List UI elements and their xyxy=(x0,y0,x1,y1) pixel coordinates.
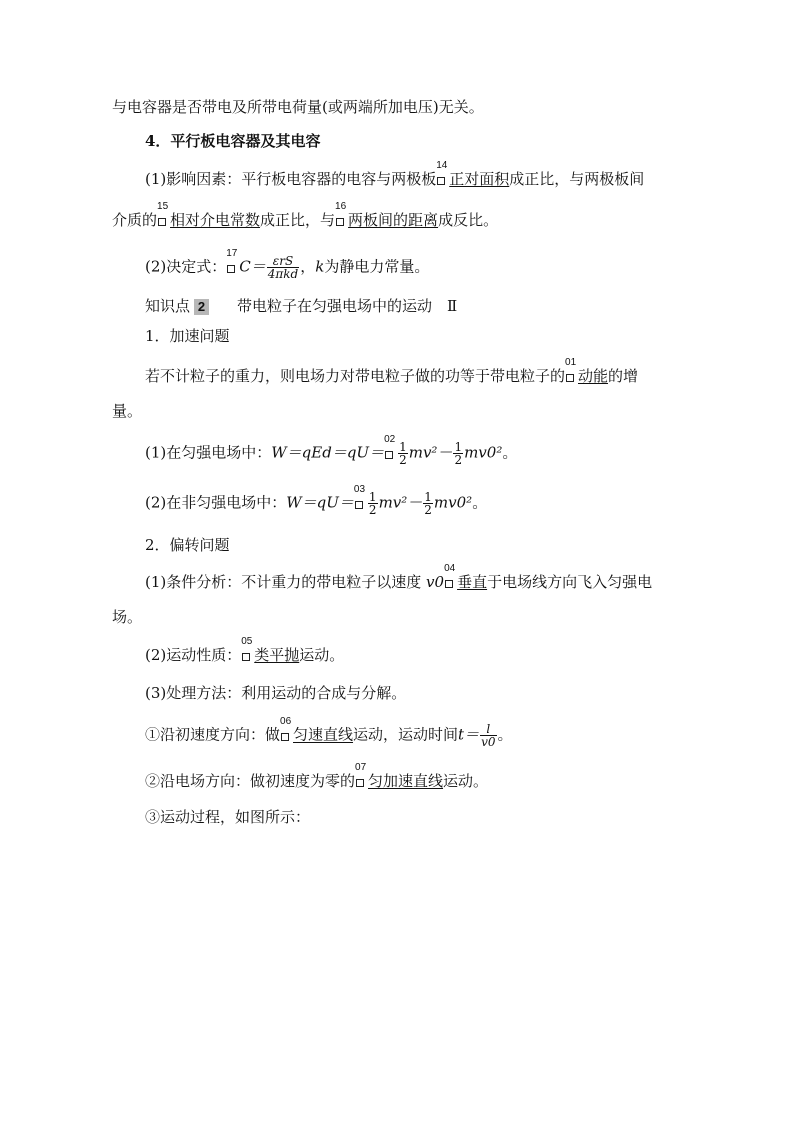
half-fraction xyxy=(368,491,378,516)
half-fraction xyxy=(423,491,433,516)
variable: v0 xyxy=(426,573,445,591)
marker-number: 01 xyxy=(565,357,577,368)
denominator: 4πkd xyxy=(267,267,299,281)
text: (1)在匀强电场中： xyxy=(145,443,272,462)
line-initial-direction xyxy=(145,715,513,749)
denominator: v0 xyxy=(481,735,496,749)
text: 知识点 xyxy=(145,297,191,315)
marker-number: 06 xyxy=(280,715,292,727)
text: 成正比，与两极板间 xyxy=(509,170,645,188)
line-motion-nature xyxy=(145,636,345,665)
marker-number: 15 xyxy=(157,201,169,212)
text: (2)在非匀强电场中： xyxy=(145,493,287,512)
blank-marker-icon xyxy=(444,563,456,588)
text: 成反比。 xyxy=(438,211,499,229)
denominator: 2 xyxy=(454,453,463,467)
line-process xyxy=(145,807,310,827)
marker-number: 02 xyxy=(384,433,396,445)
denominator: 2 xyxy=(399,453,407,467)
capacitance-fraction xyxy=(267,255,299,280)
half-fraction xyxy=(453,441,463,466)
line-uniform-field xyxy=(145,433,518,467)
term: mv²－ xyxy=(378,493,423,512)
answer-blank: 匀速直线 xyxy=(293,725,354,744)
answer-blank: 类平抛 xyxy=(254,646,300,664)
text: 的增 xyxy=(608,367,639,385)
numerator: 1 xyxy=(399,440,407,454)
line-formula xyxy=(145,247,430,281)
text: 2．偏转问题 xyxy=(145,536,230,554)
marker-number: 14 xyxy=(436,160,448,171)
blank-marker-icon xyxy=(436,160,448,185)
text: 场。 xyxy=(112,608,143,626)
answer-blank: 相对介电常数 xyxy=(170,211,261,229)
marker-number: 16 xyxy=(335,201,347,212)
blank-marker-icon xyxy=(355,762,367,787)
line-condition-cont xyxy=(112,607,142,627)
line-dielectric xyxy=(112,201,499,230)
line-1 xyxy=(112,97,484,117)
text: ②沿电场方向：做初速度为零的 xyxy=(145,772,356,790)
text: ③运动过程，如图所示： xyxy=(145,808,311,826)
line-work xyxy=(145,357,639,386)
text: 运动。 xyxy=(443,772,489,790)
text: 成正比，与 xyxy=(260,211,336,229)
text: 带电粒子在匀强电场中的运动 Ⅱ xyxy=(237,297,458,315)
line-nonuniform-field xyxy=(145,483,488,517)
numerator: εrS xyxy=(267,255,299,268)
heading-deflection xyxy=(145,535,230,555)
denominator: 2 xyxy=(368,503,377,517)
term: mv0² xyxy=(464,443,503,462)
blank-marker-icon xyxy=(353,483,366,509)
answer-blank: 两板间的距离 xyxy=(348,211,439,229)
marker-number: 05 xyxy=(241,636,253,647)
numerator: l xyxy=(480,723,496,736)
text: 。 xyxy=(497,725,513,744)
section-heading-4 xyxy=(145,131,320,151)
text: 于电场线方向飞入匀强电 xyxy=(487,573,653,591)
equation: W＝qEd＝qU＝ xyxy=(271,443,385,462)
line-method xyxy=(145,683,406,703)
marker-number: 04 xyxy=(444,563,456,574)
text: (2)运动性质： xyxy=(145,646,242,664)
term: mv²－ xyxy=(408,443,453,462)
text: ①沿初速度方向：做 xyxy=(145,725,281,744)
blank-marker-icon xyxy=(157,201,169,226)
text: 。 xyxy=(502,443,518,462)
text: (1)条件分析：不计重力的带电粒子以速度 xyxy=(145,573,422,591)
marker-number: 03 xyxy=(353,483,366,495)
text: 运动。 xyxy=(299,646,345,664)
text: 与电容器是否带电及所带电荷量(或两端所加电压)无关。 xyxy=(112,98,484,116)
text: 若不计粒子的重力，则电场力对带电粒子做的功等于带电粒子的 xyxy=(145,367,566,385)
line-work-cont xyxy=(112,401,142,421)
text: (1)影响因素：平行板电容器的电容与两极板 xyxy=(145,170,437,188)
numerator: 1 xyxy=(424,490,432,504)
half-fraction xyxy=(398,441,408,466)
knowledge-badge: 2 xyxy=(194,299,209,315)
marker-number: 07 xyxy=(355,762,367,773)
text: 。 xyxy=(472,493,488,512)
answer-blank: 匀加速直线 xyxy=(368,772,444,790)
blank-marker-icon xyxy=(565,357,577,382)
knowledge-point-2 xyxy=(145,296,457,316)
numerator: 1 xyxy=(368,490,377,504)
equation: W＝qU＝ xyxy=(286,493,354,512)
formula-lhs: C＝ xyxy=(239,257,266,276)
time-fraction xyxy=(480,723,496,748)
equation: t＝ xyxy=(458,725,480,744)
heading-text: 4．平行板电容器及其电容 xyxy=(145,132,321,150)
blank-marker-icon xyxy=(241,636,253,661)
answer-blank: 正对面积 xyxy=(449,170,510,188)
blank-marker-icon xyxy=(226,247,238,273)
blank-marker-icon xyxy=(335,201,347,226)
blank-marker-icon xyxy=(280,715,292,741)
text: 1．加速问题 xyxy=(145,327,230,345)
text: k xyxy=(315,257,325,276)
text: 介质的 xyxy=(112,211,158,229)
answer-blank: 垂直 xyxy=(457,573,488,591)
text: ， xyxy=(300,257,316,276)
numerator: 1 xyxy=(454,440,463,454)
line-influence xyxy=(145,160,645,189)
text: 为静电力常量。 xyxy=(324,257,430,276)
text: (3)处理方法：利用运动的合成与分解。 xyxy=(145,684,407,702)
heading-acceleration xyxy=(145,326,230,346)
line-field-direction xyxy=(145,762,489,791)
text: 运动，运动时间 xyxy=(353,725,459,744)
denominator: 2 xyxy=(424,503,432,517)
blank-marker-icon xyxy=(384,433,396,459)
text: (2)决定式： xyxy=(145,257,227,276)
marker-number: 17 xyxy=(226,247,238,259)
text: 量。 xyxy=(112,402,143,420)
line-condition xyxy=(145,563,653,592)
answer-blank: 动能 xyxy=(578,367,609,385)
term: mv0² xyxy=(433,493,473,512)
